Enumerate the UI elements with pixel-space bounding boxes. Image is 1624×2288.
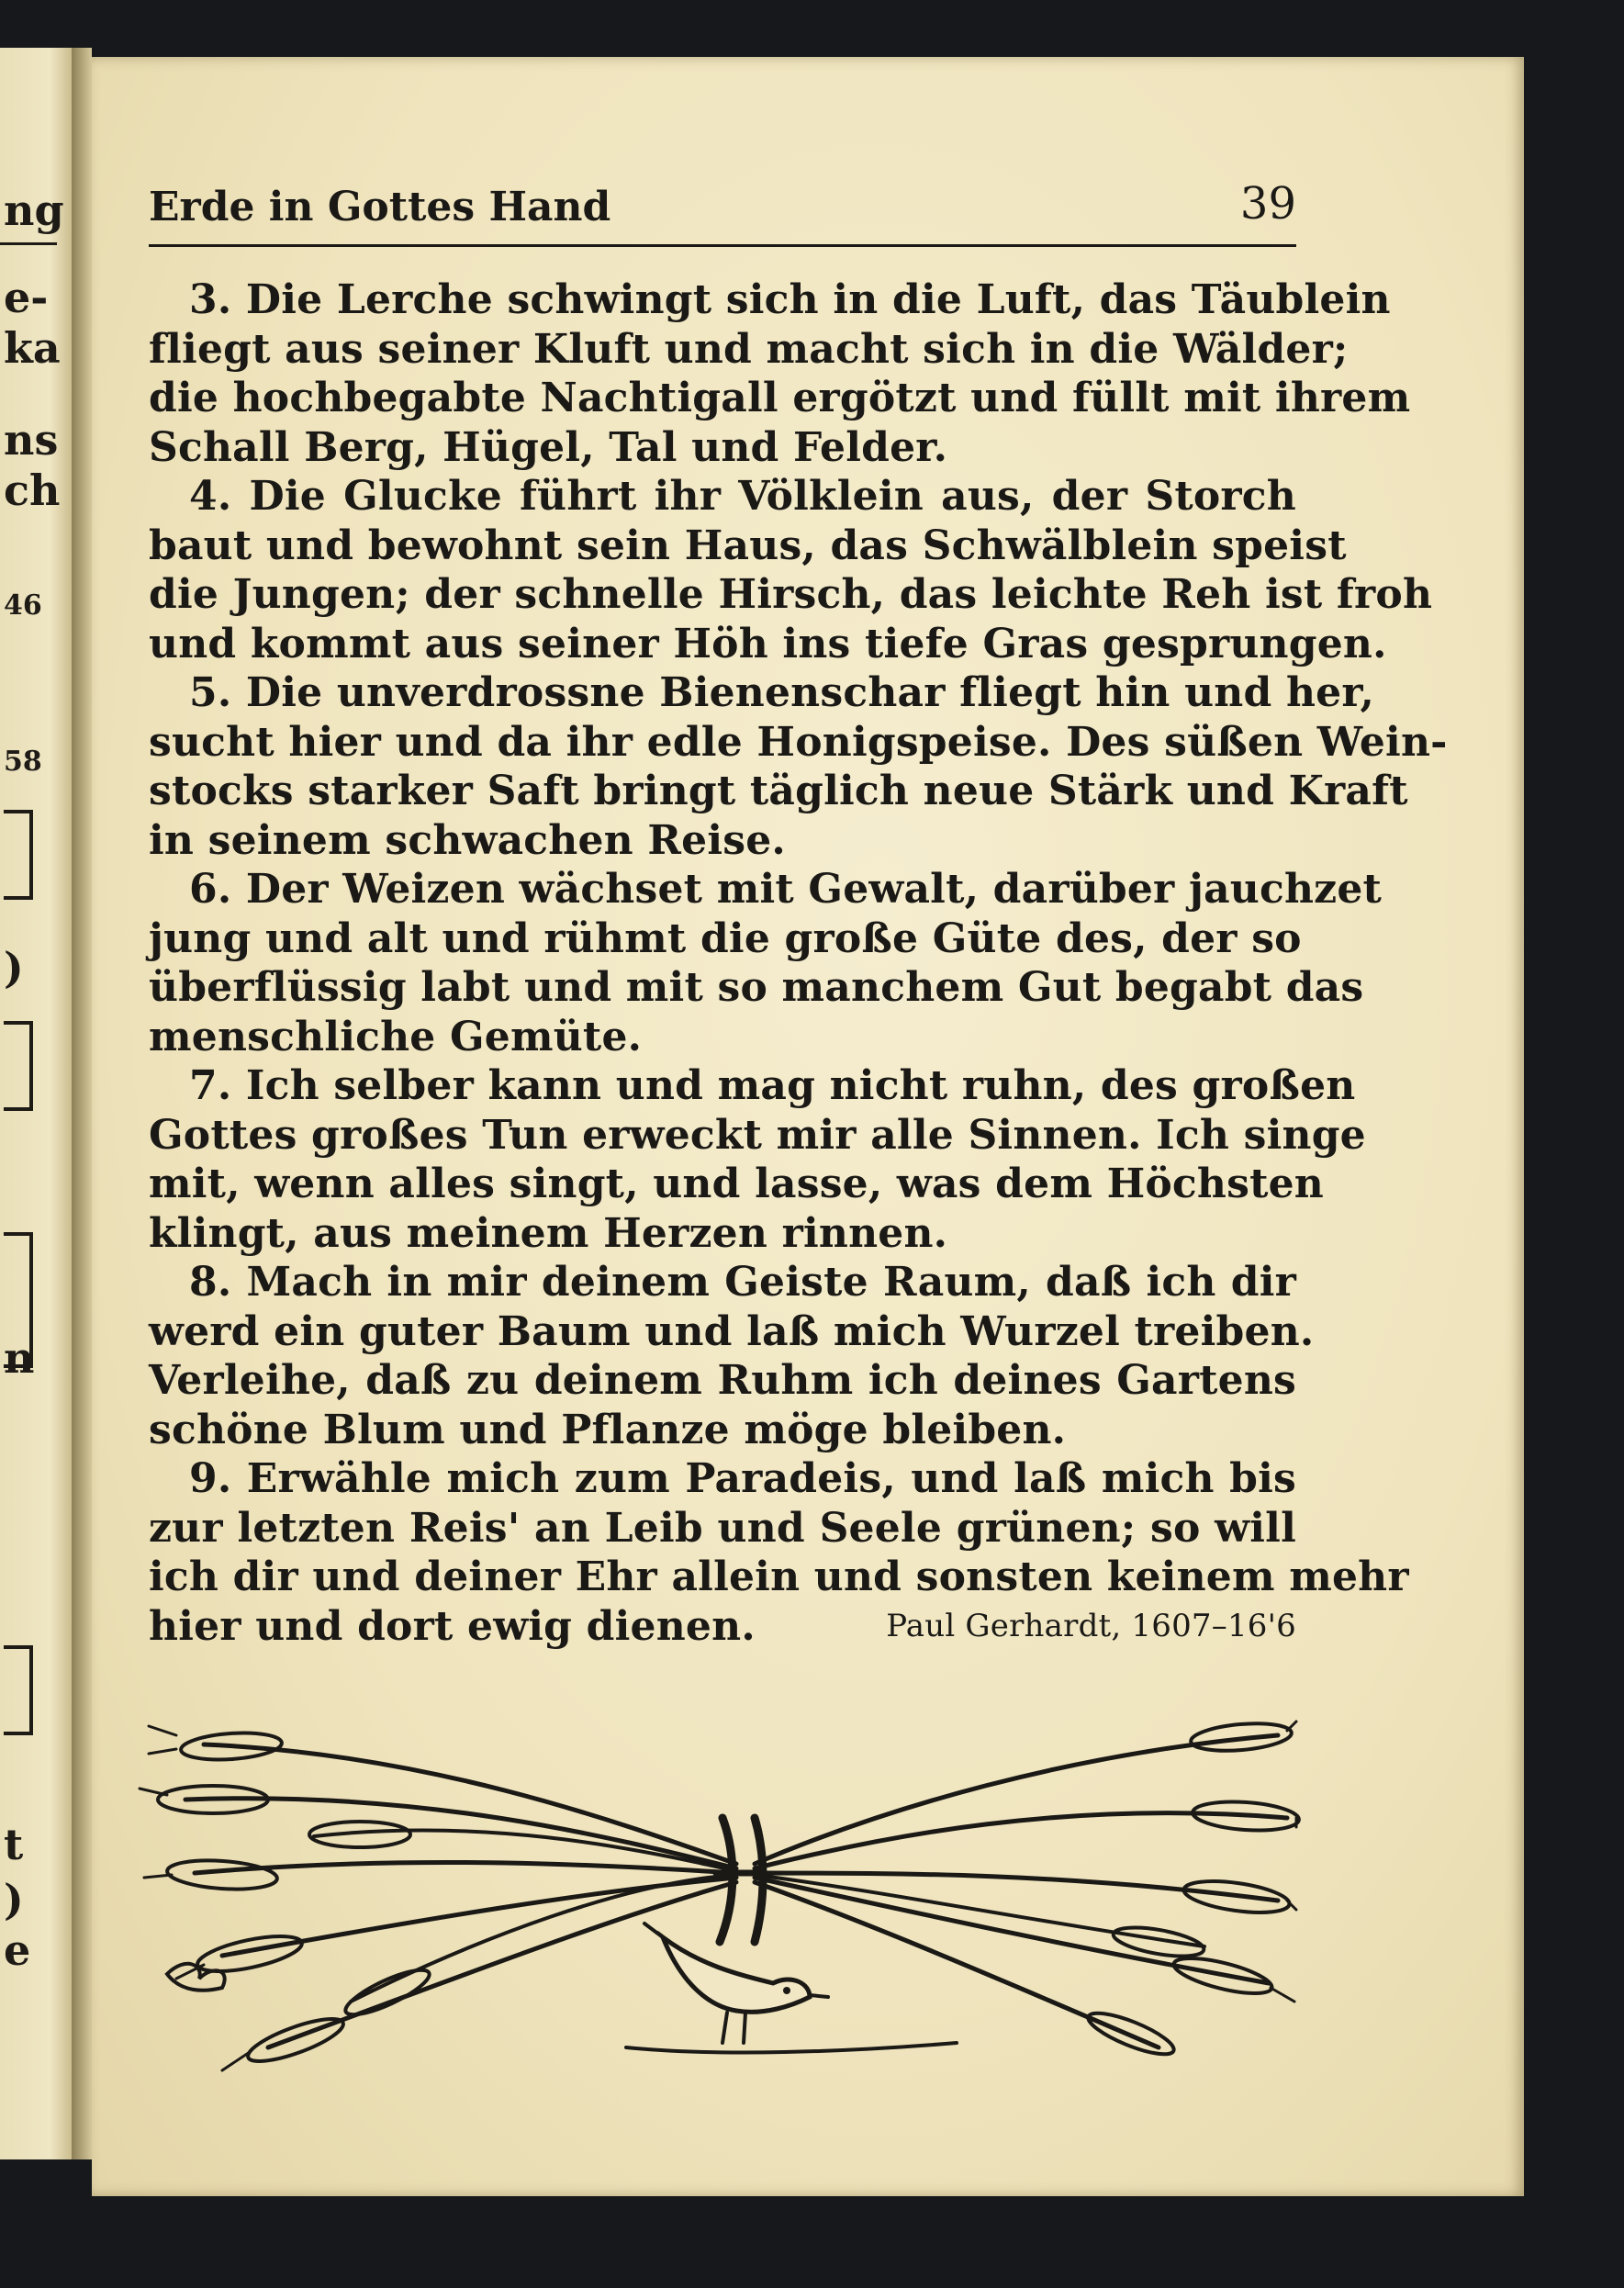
facing-page-bracket [4, 1021, 33, 1111]
facing-page-fragment: ng [4, 185, 64, 235]
text-line: in seinem schwachen Reise. [149, 816, 786, 864]
hymn-text [149, 275, 1448, 1651]
text-line: 4. Die Glucke führt ihr Völklein aus, der Storch [189, 473, 1296, 520]
running-title: Erde in Gottes Hand [149, 184, 611, 230]
final-line [149, 1602, 1296, 1652]
text-line: werd ein guter Baum und laß mich Wurzel treiben. [149, 1307, 1315, 1355]
text-line: Verleihe, daß zu deinem Ruhm ich deines Gartens [149, 1357, 1296, 1404]
text-line: überflüssig labt und mit so manchem Gut begabt das [149, 964, 1364, 1011]
facing-page-fragment: e [4, 1925, 31, 1975]
facing-page-fragment: t [4, 1820, 24, 1869]
facing-page-fragment: 58 [4, 746, 42, 778]
facing-page-fragment: ka [4, 323, 61, 373]
text-line: menschliche Gemüte. [149, 1013, 643, 1060]
text-line: 9. Erwähle mich zum Paradeis, und laß mich bis [189, 1455, 1296, 1502]
text-line: Gottes großes Tun erweckt mir alle Sinnen. Ich singe [149, 1111, 1366, 1159]
text-line: 8. Mach in mir deinem Geiste Raum, daß ich dir [189, 1259, 1296, 1306]
text-line: die Jungen; der schnelle Hirsch, das leichte Reh ist froh [149, 571, 1433, 618]
facing-page-bracket [4, 810, 33, 900]
text-line: zur letzten Reis' an Leib und Seele grünen; so will [149, 1504, 1296, 1552]
text-line: 3. Die Lerche schwingt sich in die Luft, das Täublein [189, 276, 1391, 323]
facing-page-fragment: ) [4, 1875, 24, 1924]
wheat-sheaf-with-bird-icon [149, 1680, 1296, 2084]
text-line: baut und bewohnt sein Haus, das Schwälblein speist [149, 522, 1347, 569]
final-line-text: hier und dort ewig dienen. [149, 1602, 756, 1650]
page-number: 39 [1239, 178, 1296, 230]
facing-page-fragment: n [4, 1333, 35, 1383]
text-line: ich dir und deiner Ehr allein und sonsten keinem mehr [149, 1553, 1409, 1600]
facing-page-fragment: ns [4, 415, 59, 465]
text-line: Schall Berg, Hügel, Tal und Felder. [149, 423, 948, 471]
text-line: klingt, aus meinem Herzen rinnen. [149, 1209, 948, 1257]
text-line: mit, wenn alles singt, und lasse, was dem Höchsten [149, 1161, 1324, 1207]
text-line: stocks starker Saft bringt täglich neue Stärk und Kraft [149, 768, 1408, 814]
text-line: 6. Der Weizen wächset mit Gewalt, darüber jauchzet [189, 866, 1383, 913]
text-line: 7. Ich selber kann und mag nicht ruhn, des großen [189, 1062, 1356, 1109]
text-line: jung und alt und rühmt die große Güte des, der so [149, 914, 1302, 962]
page-header [149, 178, 1296, 248]
text-line: und kommt aus seiner Höh ins tiefe Gras gesprungen. [149, 620, 1387, 667]
facing-page-bracket [4, 1645, 33, 1735]
facing-page-rule [0, 242, 57, 245]
author-signature: Paul Gerhardt, 1607–16'6 [886, 1607, 1296, 1644]
text-line: 5. Die unverdrossne Bienenschar fliegt hin und her, [189, 669, 1375, 716]
facing-page-fragment: ) [4, 943, 24, 993]
text-line: schöne Blum und Pflanze möge bleiben. [149, 1406, 1067, 1453]
text-line: die hochbegabte Nachtigall ergötzt und füllt mit ihrem [149, 375, 1411, 421]
facing-page-fragment: ch [4, 465, 61, 515]
facing-page-fragment: e- [4, 273, 49, 322]
text-line: sucht hier und da ihr edle Honigspeise. Des süßen Wein- [149, 718, 1448, 766]
facing-page-fragment: 46 [4, 589, 42, 622]
book-gutter [72, 48, 92, 2159]
header-rule [149, 244, 1296, 247]
text-line: fliegt aus seiner Kluft und macht sich in die Wälder; [149, 325, 1349, 373]
facing-page-edge [0, 48, 72, 2159]
